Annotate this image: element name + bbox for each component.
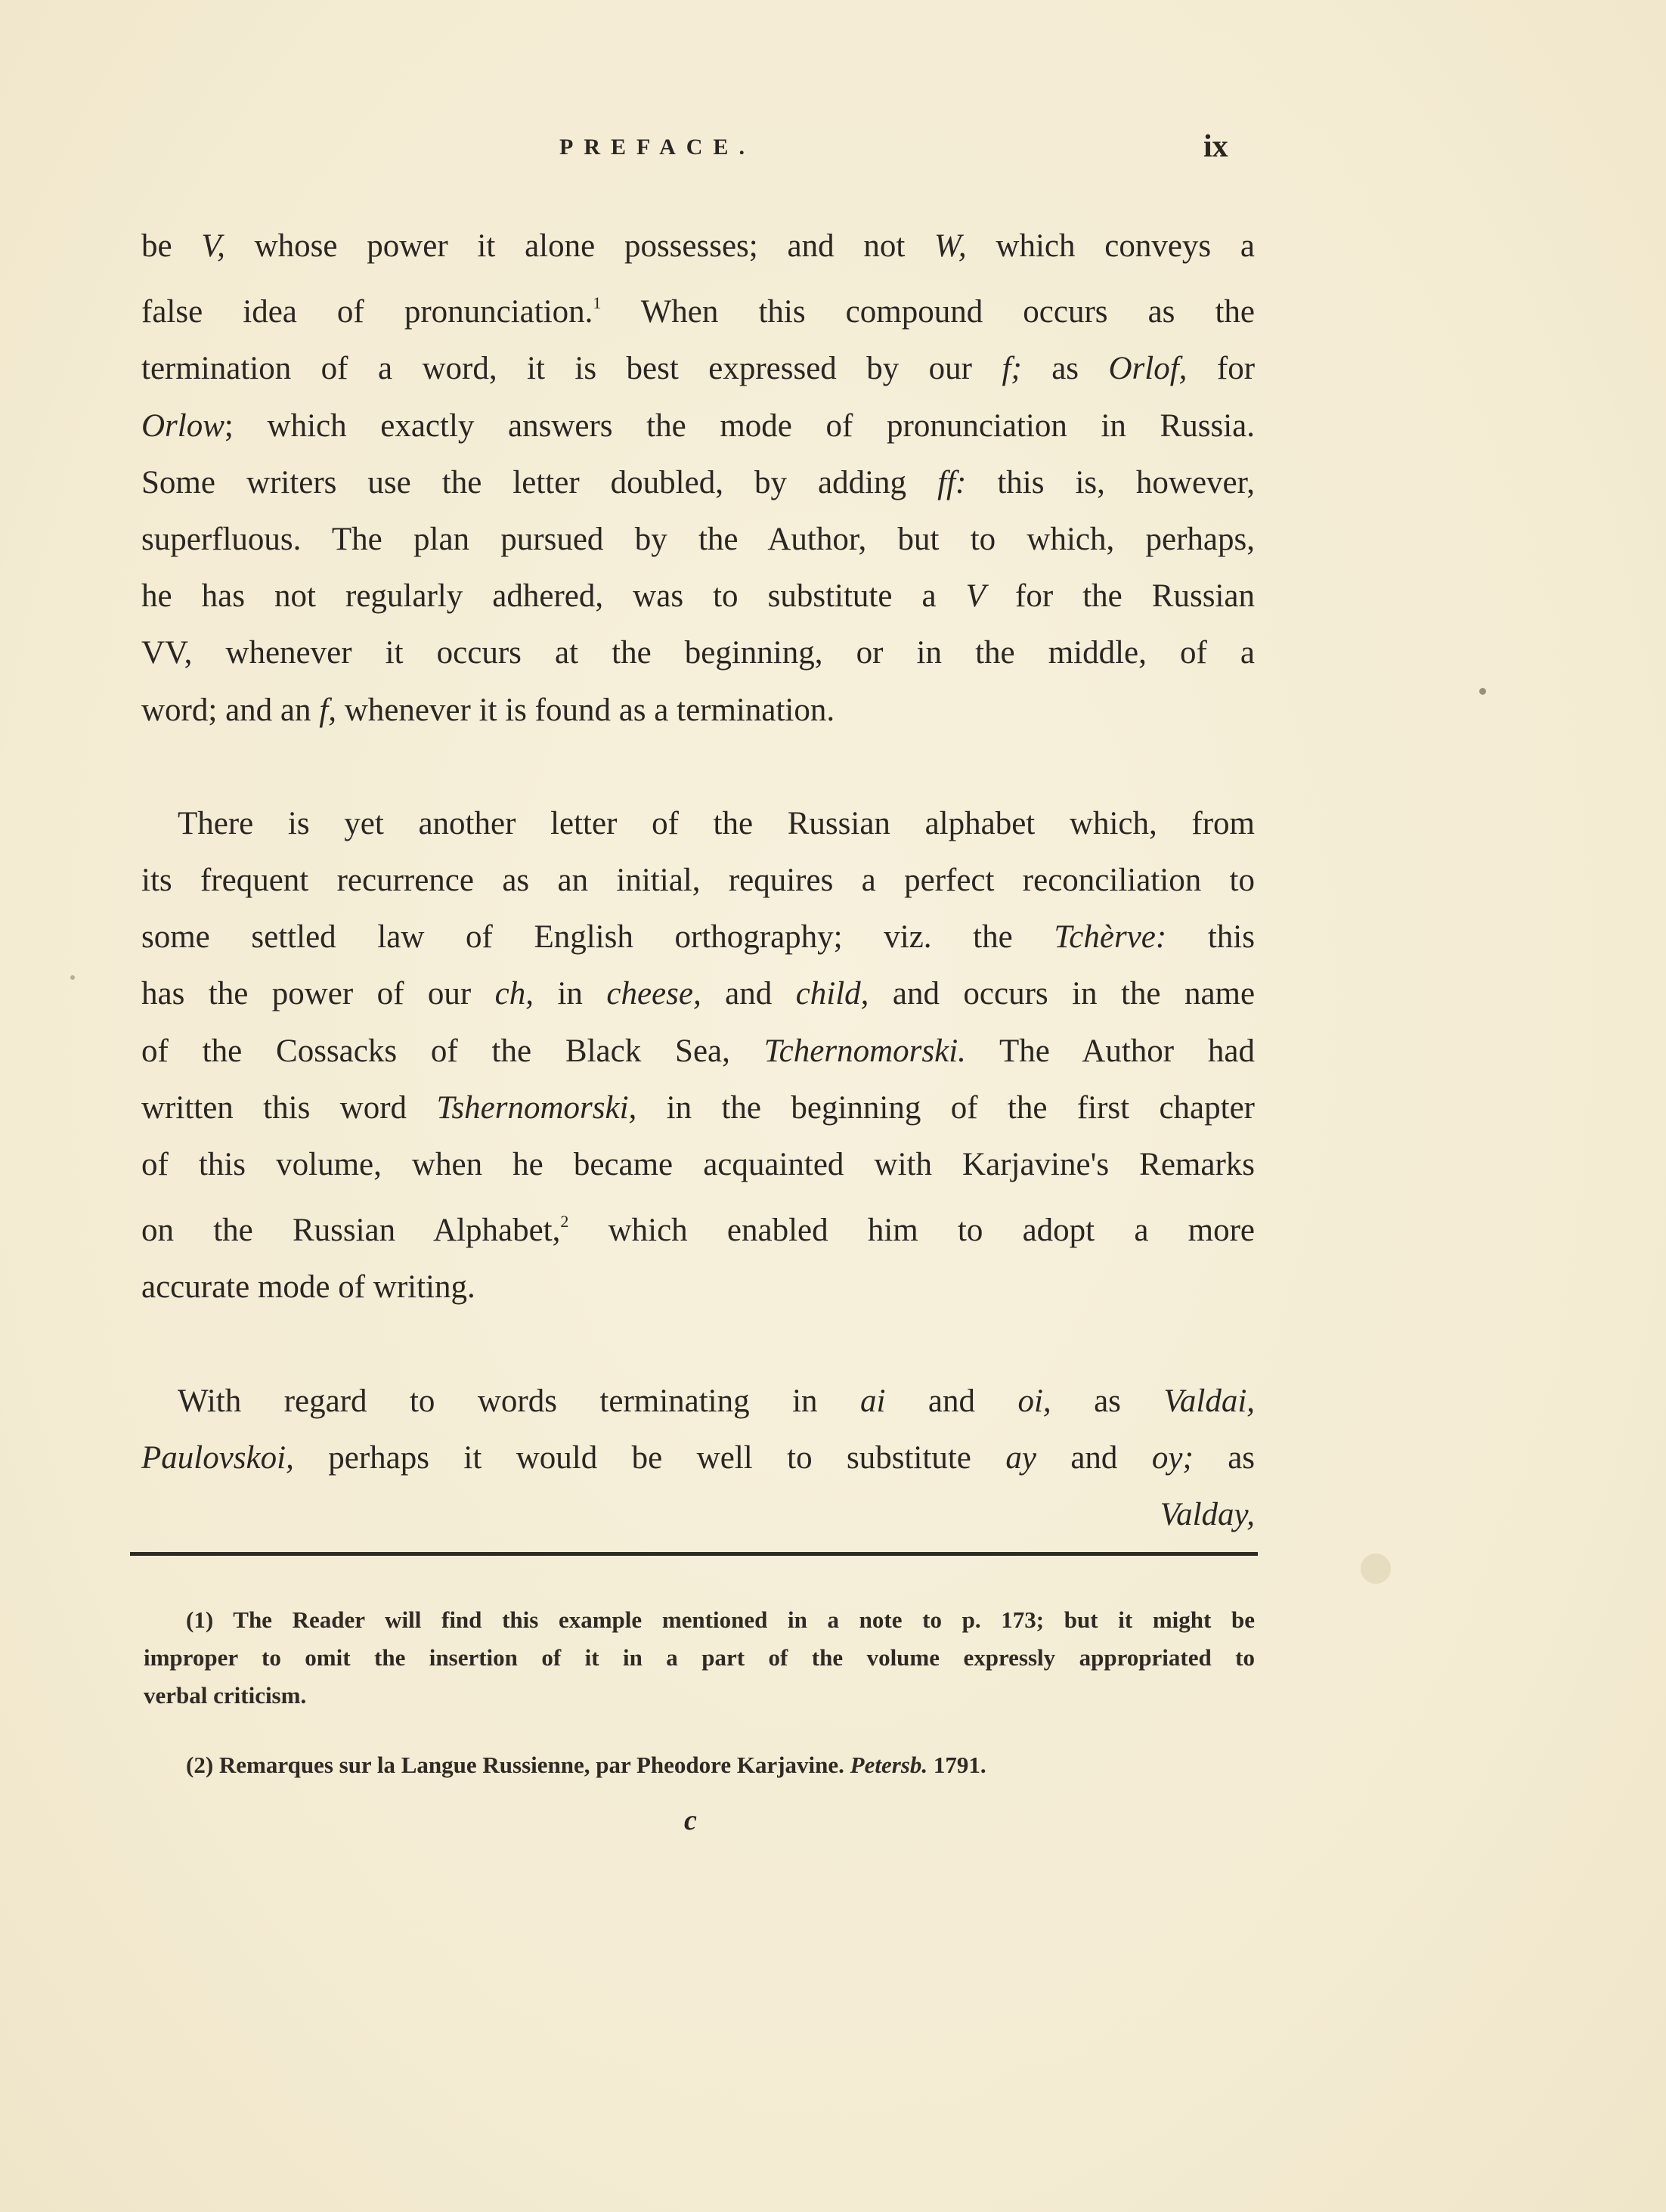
footnotes: [144, 1601, 1255, 1784]
text-line: There is yet another letter of the Russian alphabet which, from: [178, 805, 1255, 841]
paper-speck: [1479, 688, 1486, 695]
running-head: PREFACE.: [559, 135, 755, 160]
text-line: on the Russian Alphabet,$^2$ which enabled him to adopt a more: [141, 1212, 1255, 1249]
text-line: VV, whenever it occurs at the beginning, or in the middle, of a: [141, 635, 1255, 671]
text-line: accurate mode of writing.: [141, 1269, 475, 1306]
text-line: has the power of our ch, in cheese, and child, and occurs in the name: [141, 976, 1256, 1012]
text-line: Orlow; which exactly answers the mode of pronunciation in Russia.: [141, 407, 1255, 444]
paper-speck: [1361, 1554, 1391, 1584]
text-line: With regard to words terminating in ai and oi, as Valdai,: [178, 1383, 1256, 1419]
text-line: some settled law of English orthography; viz. the Tchèrve: this: [141, 919, 1255, 956]
text-line: of the Cossacks of the Black Sea, Tchernomorski. The Author had: [141, 1033, 1256, 1069]
text-line: false idea of pronunciation.$^1$ When this compound occurs as the: [141, 293, 1255, 330]
text-line: word; and an f, whenever it is found as a termination.: [141, 692, 835, 728]
page-number: ix: [1203, 129, 1228, 164]
text-line: Paulovskoi, perhaps it would be well to substitute ay and oy; as: [141, 1439, 1256, 1476]
text-line: he has not regularly adhered, was to substitute a V for the Russian: [141, 578, 1255, 615]
text-line: termination of a word, it is best expressed by our f; as Orlof, for: [141, 351, 1256, 387]
text-line: of this volume, when he became acquainted with Karjavine's Remarks: [141, 1147, 1255, 1183]
text-line: superfluous. The plan pursued by the Author, but to which, perhaps,: [141, 522, 1255, 558]
text-line: written this word Tshernomorski, in the beginning of the first chapter: [141, 1089, 1255, 1126]
footnote-rule: [130, 1552, 1258, 1556]
footnote-ref: 2: [560, 1212, 569, 1231]
text-line: be V, whose power it alone possesses; and not W, which conveys a: [141, 228, 1255, 264]
footnote-1: (1) The Reader will find this example mentioned in a note to p. 173; but it might be: [186, 1606, 1255, 1633]
footnote-1-line: improper to omit the insertion of it in a part of the volume expressly appropriated to: [144, 1644, 1255, 1671]
body-text: [141, 218, 1255, 1543]
catchword: Valday,: [1160, 1497, 1255, 1533]
text-line: its frequent recurrence as an initial, requires a perfect reconciliation to: [141, 863, 1255, 899]
signature-mark: c: [684, 1805, 697, 1836]
footnote-2: (2) Remarques sur la Langue Russienne, par Pheodore Karjavine. Petersb. 1791.: [186, 1752, 986, 1778]
paper-speck: [70, 975, 75, 980]
footnote-1-line: verbal criticism.: [144, 1682, 307, 1709]
text-line: Some writers use the letter doubled, by adding ff: this is, however,: [141, 464, 1255, 500]
footnote-ref: 1: [593, 293, 602, 313]
